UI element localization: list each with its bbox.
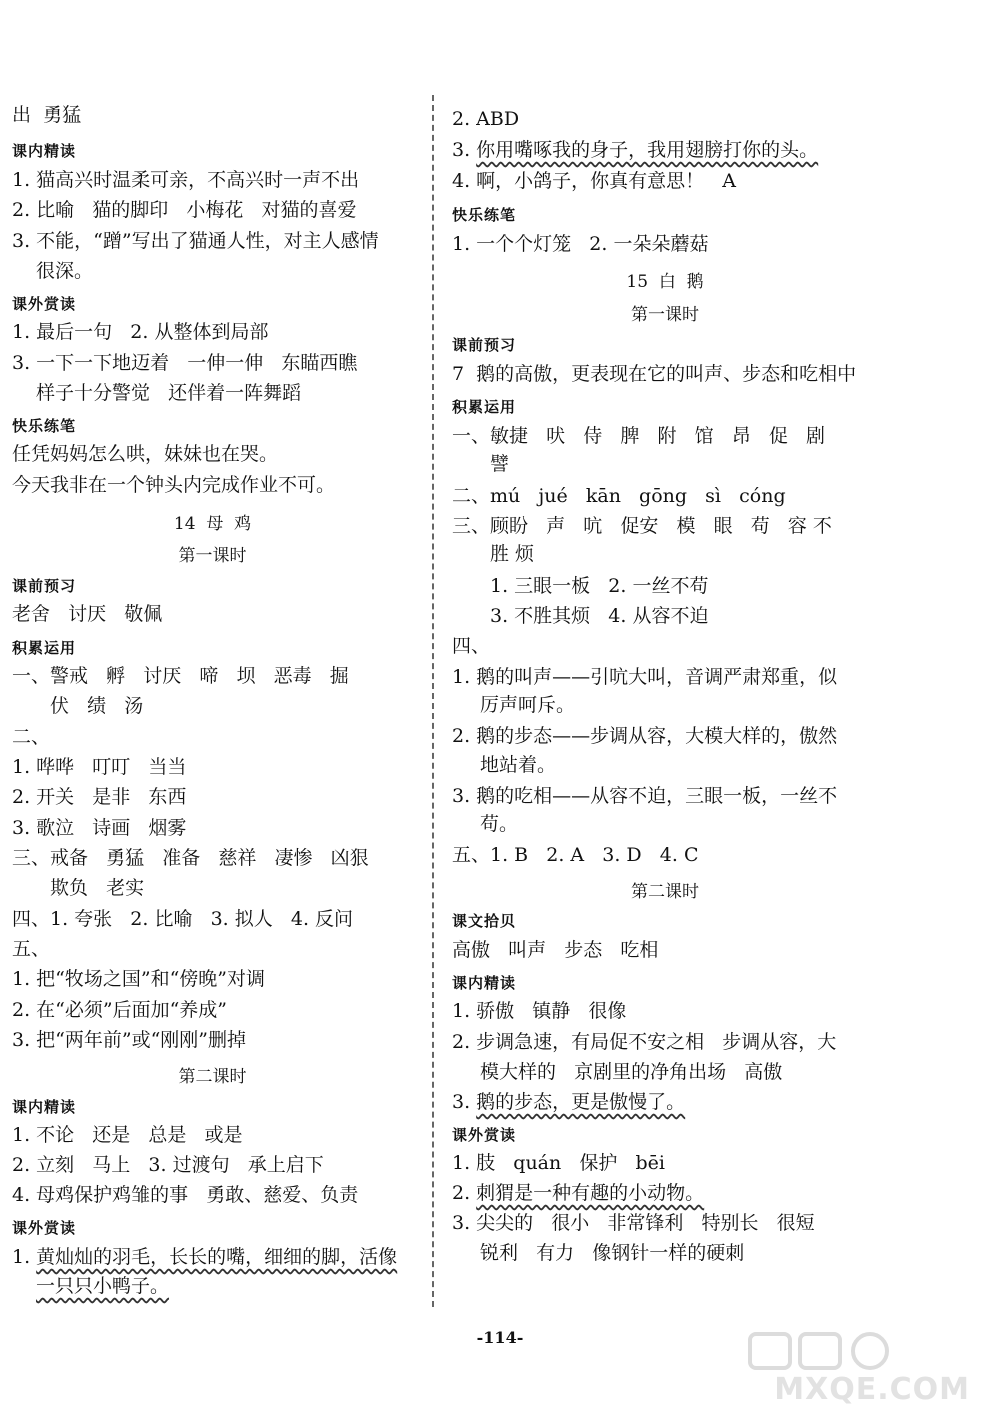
text-line: 1. 一个个灯笼 2. 一朵朵蘑菇	[452, 233, 709, 255]
text-line: 一、敏捷 吠 侍 脾 附 馆 昂 促 剧	[452, 425, 825, 447]
item-number: 3.	[452, 139, 477, 161]
text-line: 2. ABD	[452, 108, 520, 130]
item-number: 1.	[12, 1246, 37, 1268]
text-line: 譬	[490, 453, 510, 475]
text-line: 二、	[12, 726, 51, 748]
page-number: -114-	[476, 1328, 524, 1347]
lesson-title: 14 母 鸡	[173, 514, 252, 534]
lesson-period: 第二课时	[631, 882, 699, 902]
text-line: 3. 鹅的吃相——从容不迫，三眼一板，一丝不	[452, 785, 838, 807]
text-line: 1. 肢 quán 保护 bēi	[452, 1152, 665, 1174]
text-line: 7 鹅的高傲，更表现在它的叫声、步态和吃相中	[452, 363, 857, 385]
underlined-answer: 你用嘴啄我的身子，我用翅膀打你的头。	[476, 139, 819, 161]
lesson-title: 15 白 鹅	[626, 272, 704, 292]
text-line: 模大样的 京剧里的净角出场 高傲	[480, 1061, 783, 1083]
text-line	[452, 1093, 685, 1112]
text-line: 2. 立刻 马上 3. 过渡句 承上启下	[12, 1154, 324, 1176]
lesson-period: 第二课时	[178, 1067, 247, 1087]
text-line: 3. 尖尖的 很小 非常锋利 特别长 很短	[452, 1212, 815, 1234]
underlined-answer: 黄灿灿的羽毛，长长的嘴，细细的脚，活像	[36, 1246, 398, 1268]
text-line: 2. 在“必须”后面加“养成”	[12, 999, 228, 1021]
text-line: 1. 骄傲 镇静 很像	[452, 1000, 627, 1022]
watermark-text: MXQE.COM	[774, 1372, 970, 1407]
text-line: 2. 步调急速，有局促不安之相 步调从容，大	[452, 1031, 837, 1053]
text-line: 1. 三眼一板 2. 一丝不苟	[490, 575, 709, 597]
text-line: 三、顾盼 声 吭 促安 模 眼 苟 容 不	[452, 515, 832, 537]
underlined-answer: 刺猬是一种有趣的小动物。	[476, 1182, 705, 1204]
text-line: 3. 歌泣 诗画 烟雾	[12, 817, 187, 839]
text-line: 今天我非在一个钟头内完成作业不可。	[12, 474, 336, 496]
text-line: 高傲 叫声 步态 吃相	[452, 939, 659, 961]
text-line: 3. 把“两年前”或“刚刚”删掉	[12, 1029, 247, 1051]
text-line: 五、1. B 2. A 3. D 4. C	[452, 844, 699, 866]
text-line: 4. 母鸡保护鸡雏的事 勇敢、慈爱、负责	[12, 1184, 359, 1206]
text-line	[36, 1277, 169, 1296]
text-line: 3. 不胜其烦 4. 从容不迫	[490, 605, 709, 627]
text-line: 五、	[12, 938, 51, 960]
text-line: 地站着。	[480, 754, 557, 776]
section-heading: 课内精读	[12, 1098, 77, 1116]
text-line: 三、戒备 勇猛 准备 慈祥 凄惨 凶狠	[12, 847, 369, 869]
section-heading: 课文拾贝	[452, 912, 517, 930]
text-line: 二、mú jué kān gōng sì cóng	[452, 485, 786, 507]
lesson-period: 第一课时	[178, 546, 247, 566]
section-heading: 课内精读	[452, 974, 517, 992]
text-line: 胜 烦	[490, 543, 535, 565]
text-line: 很深。	[36, 260, 94, 282]
item-number: 2.	[452, 1182, 477, 1204]
text-line: 伏 绩 汤	[50, 695, 144, 717]
text-line: 锐利 有力 像钢针一样的硬刺	[480, 1242, 745, 1264]
section-heading: 课外赏读	[12, 295, 77, 313]
text-line: 4. 啊，小鸽子，你真有意思！ A	[452, 170, 737, 192]
item-number: 3.	[452, 1091, 477, 1113]
section-heading: 课外赏读	[452, 1126, 517, 1144]
section-heading: 快乐练笔	[452, 206, 517, 224]
text-line	[452, 141, 818, 160]
text-line: 2. 比喻 猫的脚印 小梅花 对猫的喜爱	[12, 199, 357, 221]
section-heading: 课内精读	[12, 142, 77, 160]
text-line: 2. 鹅的步态——步调从容，大模大样的，傲然	[452, 725, 838, 747]
text-line: 1. 不论 还是 总是 或是	[12, 1124, 243, 1146]
text-line: 老舍 讨厌 敬佩	[12, 603, 163, 625]
text-line: 1. 猫高兴时温柔可亲，不高兴时一声不出	[12, 169, 360, 191]
text-line: 苟。	[480, 813, 519, 835]
section-heading: 课前预习	[452, 336, 517, 354]
lesson-period: 第一课时	[631, 305, 699, 325]
text-line: 1. 哗哗 叮叮 当当	[12, 756, 187, 778]
text-line: 一、警戒 孵 讨厌 啼 坝 恶毒 掘	[12, 665, 349, 687]
section-heading: 课外赏读	[12, 1219, 77, 1237]
text-line: 1. 最后一句 2. 从整体到局部	[12, 321, 269, 343]
text-line: 四、1. 夸张 2. 比喻 3. 拟人 4. 反问	[12, 908, 354, 930]
text-line: 2. 开关 是非 东西	[12, 786, 187, 808]
section-heading: 积累运用	[452, 398, 517, 416]
text-line: 欺负 老实	[50, 877, 145, 899]
text-line: 样子十分警觉 还伴着一阵舞蹈	[36, 382, 302, 404]
section-heading: 积累运用	[12, 639, 77, 657]
text-line: 厉声呵斥。	[480, 694, 576, 716]
text-line	[452, 1184, 704, 1203]
section-heading: 快乐练笔	[12, 417, 77, 435]
text-line: 1. 鹅的叫声——引吭大叫，音调严肃郑重，似	[452, 666, 838, 688]
underlined-answer: 鹅的步态，更是傲慢了。	[476, 1091, 686, 1113]
text-line: 1. 把“牧场之国”和“傍晚”对调	[12, 968, 266, 990]
text-line: 3. 不能，“蹭”写出了猫通人性，对主人感情	[12, 230, 379, 252]
column-divider	[432, 95, 434, 1307]
text-line: 四、	[452, 635, 491, 657]
text-line: 任凭妈妈怎么哄，妹妹也在哭。	[12, 443, 279, 465]
section-heading: 课前预习	[12, 577, 77, 595]
underlined-answer: 一只只小鸭子。	[36, 1275, 170, 1297]
text-line	[12, 1248, 397, 1267]
text-line: 3. 一下一下地迈着 一伸一伸 东瞄西瞧	[12, 352, 358, 374]
text-line: 出 勇猛	[12, 104, 82, 126]
